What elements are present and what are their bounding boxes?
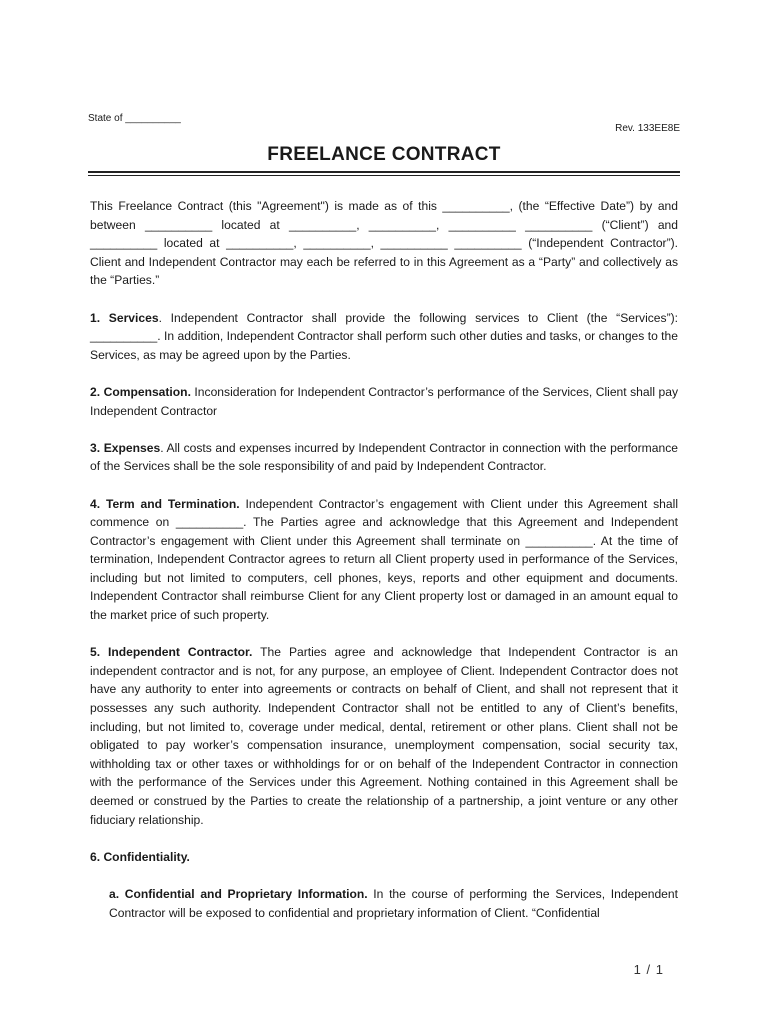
state-line: State of __________ [88,113,181,124]
page-separator: / [646,962,652,977]
total-pages: 1 [655,962,664,977]
section-confidentiality [90,848,678,867]
section-text: The Parties agree and acknowledge that Independent Contractor is an independent contractor and is not, for any purpose, an employee of Client. Independent Contractor does not have any authority to enter into agreements or contracts on behalf of Client, and shall not represent that it possesses any such authority. Independent Contractor shall not be entitled to any of Client’s benefits, including, but not limited to, coverage under medical, dental, retirement or other plans. Client shall not be obligated to pay worker’s compensation insurance, unemployment compensation, social security tax, withholding tax or other taxes or withholdings for or on behalf of the Independent Contractor in connection with the performance of the Services under this Agreement. Nothing contained in this Agreement shall be deemed or construed by the Parties to create the relationship of a partnership, a joint venture or any other fiduciary relationship. [90,645,679,827]
intro-paragraph: This Freelance Contract (this "Agreement") is made as of this __________, (the “Effective Date”) by and between __________ located at __________, __________, __________ __________ (“Client”) and __________ located at __________, __________, __________ __________ (“Independent Contractor”). Client and Independent Contractor may each be referred to in this Agreement as a “Party” and collectively as the “Parties.” [90,199,678,288]
section-text: Inconsideration for Independent Contractor’s performance of the Services, Client shall pay Independent Contractor [90,384,678,418]
title-rule-thick [88,171,680,173]
section-heading: 2. Compensation. [90,384,191,399]
page-indicator [634,962,664,977]
subsection-confidential-info [109,885,678,922]
section-services [90,309,678,365]
section-term-termination [90,495,678,625]
section-heading: 5. Independent Contractor. [90,645,253,660]
contract-body [90,197,678,941]
revision-code: Rev. 133EE8E [615,123,680,134]
current-page: 1 [633,962,642,977]
section-compensation [90,383,678,420]
section-text: . Independent Contractor shall provide the following services to Client (the “Services”): __________. In addition, Independent Contractor shall perform such other duties and tasks, or changes to the Services, as may be agreed upon by the Parties. [90,310,678,362]
section-heading: 3. Expenses [90,440,161,455]
section-independent-contractor [90,643,678,829]
section-expenses [90,439,678,476]
section-heading: 4. Term and Termination. [90,496,240,511]
document-title: FREELANCE CONTRACT [267,144,501,165]
section-text: Independent Contractor’s engagement with Client under this Agreement shall commence on __________. The Parties agree and acknowledge that this Agreement and Independent Contractor’s engagement with Client under this Agreement shall terminate on __________. At the time of termination, Independent Contractor agrees to return all Client property used in performance of the Services, including but not limited to computers, cell phones, keys, reports and other equipment and documents. Independent Contractor shall reimburse Client for any Client property lost or damaged in an amount equal to the market price of such property. [90,496,679,623]
subsection-text: In the course of performing the Services, Independent Contractor will be exposed to confidential and proprietary information of Client. “Confidential [109,886,678,920]
subsection-heading: a. Confidential and Proprietary Information. [109,886,368,901]
section-heading: 1. Services [90,310,159,325]
section-heading: 6. Confidentiality. [90,849,190,864]
section-text: . All costs and expenses incurred by Independent Contractor in connection with the performance of the Services shall be the sole responsibility of and paid by Independent Contractor. [90,440,678,474]
title-rule-thin [88,175,680,176]
